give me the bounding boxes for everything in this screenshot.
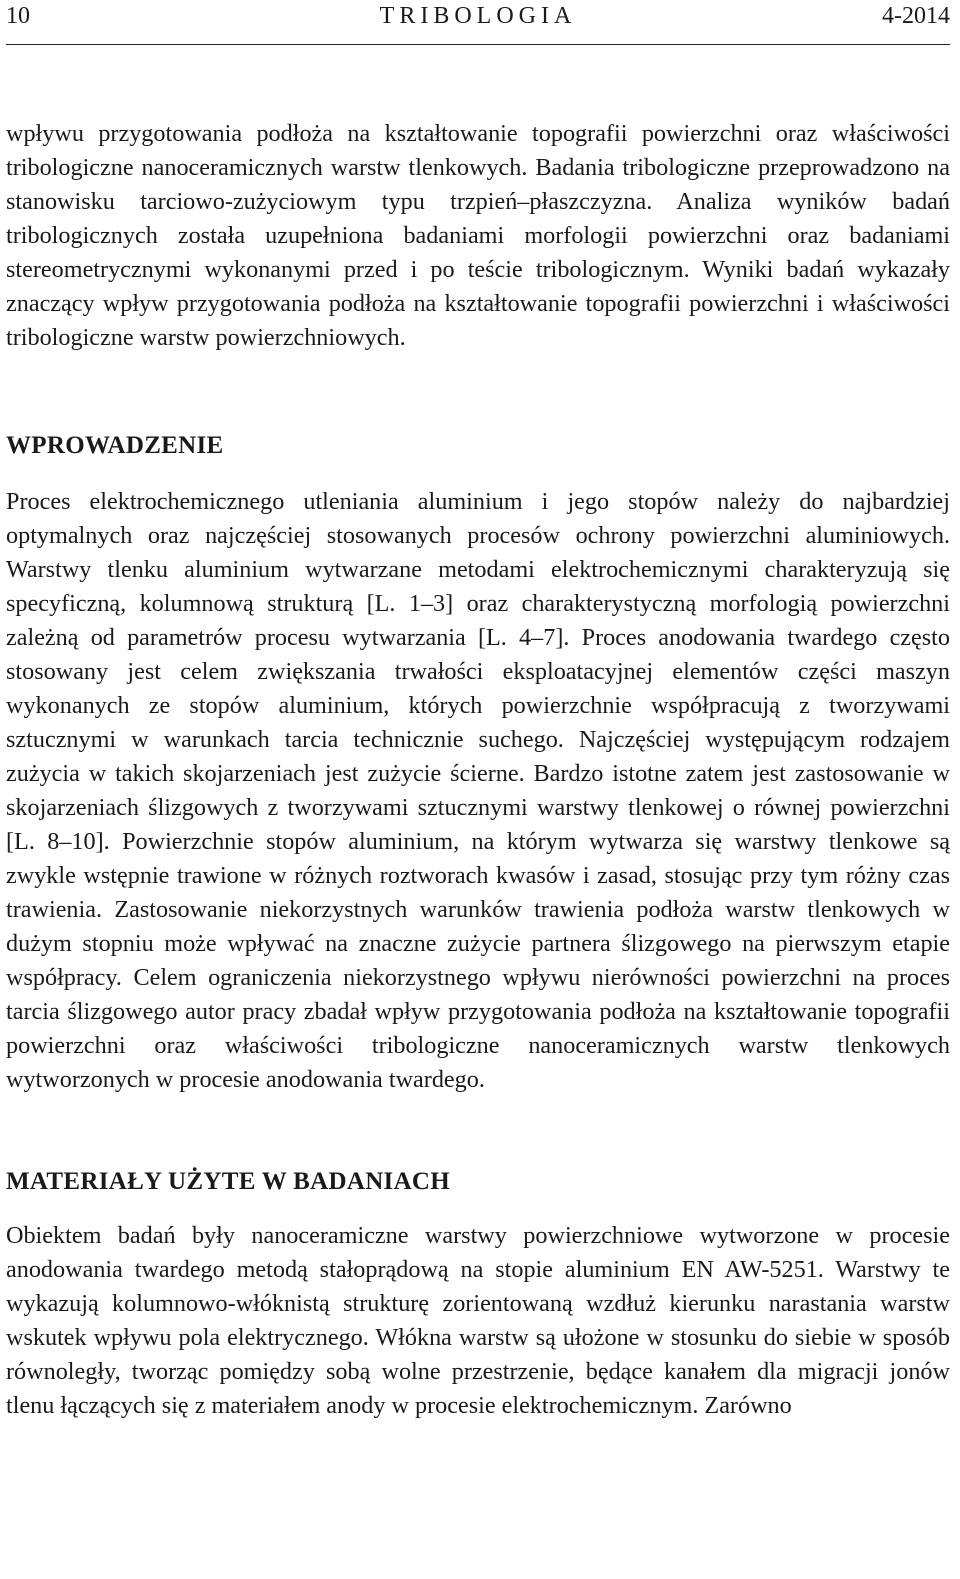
abstract-paragraph: wpływu przygotowania podłoża na kształtowanie topografii powierzchni oraz właściwości tribologiczne nanoceramicznych warstw tlenkowych. Badania tribologiczne przeprowadzono na stanowisku tarciowo-zużyciowym typu trzpień–płaszczyzna. Analiza wyników badań tribologicznych została uzupełniona badaniami morfologii powierzchni oraz badaniami stereometrycznymi wykonanymi przed i po teście tribologicznym. Wyniki badań wykazały znaczący wpływ przygotowania podłoża na kształtowanie topografii powierzchni i właściwości tribologiczne warstw powierzchniowych. <box>6 120 950 351</box>
running-header <box>6 0 950 45</box>
section-heading-introduction: WPROWADZENIE <box>6 432 224 459</box>
introduction-paragraph: Proces elektrochemicznego utleniania aluminium i jego stopów należy do najbardziej optymalnych oraz najczęściej stosowanych procesów ochrony powierzchni aluminiowych. Warstwy tlenku aluminium wytwarzane metodami elektrochemicznymi charakteryzują się specyficzną, kolumnową strukturą [L. 1–3] oraz charakterystyczną morfologią powierzchni zależną od parametrów procesu wytwarzania [L. 4–7]. Proces anodowania twardego często stosowany jest celem zwiększania trwałości eksploatacyjnej elementów części maszyn wykonanych ze stopów aluminium, których powierzchnie współpracują z tworzywami sztucznymi w warunkach tarcia technicznie suchego. Najczęściej występującym rodzajem zużycia w takich skojarzeniach jest zużycie ścierne. Bardzo istotne zatem jest zastosowanie w skojarzeniach ślizgowych z tworzywami sztucznymi warstwy tlenkowej o równej powierzchni [L. 8–10]. Powierzchnie stopów aluminium, na którym wytwarza się warstwy tlenkowe są zwykle wstępnie trawione w różnych roztworach kwasów i zasad, stosując przy tym różny czas trawienia. Zastosowanie niekorzystnych warunków trawienia podłoża warstw tlenkowych w dużym stopniu może wpływać na znaczne zużycie partnera ślizgowego na pierwszym etapie współpracy. Celem ograniczenia niekorzystnego wpływu nierówności powierzchni na proces tarcia ślizgowego autor pracy zbadał wpływ przygotowania podłoża na kształtowanie topografii powierzchni oraz właściwości tribologiczne nanoceramicznych warstw tlenkowych wytworzonych w procesie anodowania twardego. <box>6 488 950 1093</box>
section-heading-materials: MATERIAŁY UŻYTE W BADANIACH <box>6 1168 451 1195</box>
issue-number: 4-2014 <box>882 3 950 29</box>
journal-title: TRIBOLOGIA <box>379 3 577 29</box>
page-number: 10 <box>6 3 30 29</box>
journal-page <box>6 0 950 1423</box>
materials-paragraph: Obiektem badań były nanoceramiczne warstwy powierzchniowe wytworzone w procesie anodowania twardego metodą stałoprądową na stopie aluminium EN AW-5251. Warstwy te wykazują kolumnowo-włóknistą strukturę zorientowaną wzdłuż kierunku narastania warstw wskutek wpływu pola elektrycznego. Włókna warstw są ułożone w stosunku do siebie w sposób równoległy, tworząc pomiędzy sobą wolne przestrzenie, będące kanałem dla migracji jonów tlenu łączących się z materiałem anody w procesie elektrochemicznym. Zarówno <box>6 1222 950 1419</box>
